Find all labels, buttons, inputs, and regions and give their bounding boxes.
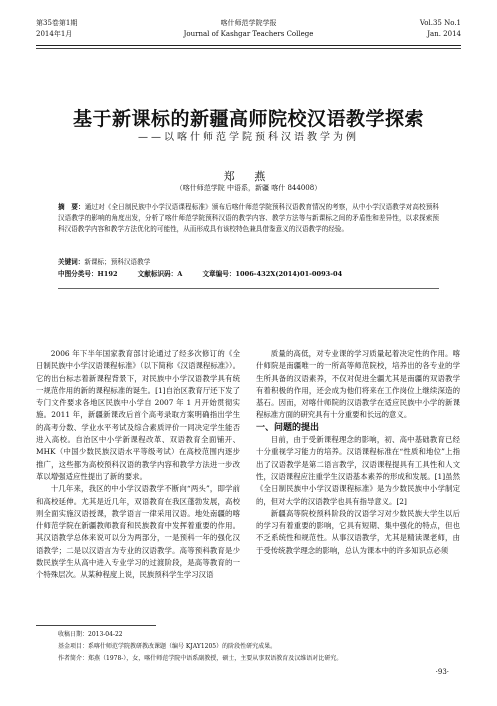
footnote-fund: 基金项目：系喀什师范学院教研教改课题（编号 KJAY1205）的阶段性研究成果。	[58, 643, 277, 650]
article-number: 文章编号：1006-432X(2014)01-0093-04	[202, 270, 343, 278]
header-journal-cn: 喀什师范学院学报	[220, 19, 277, 27]
header-rule-thin	[36, 48, 461, 49]
paragraph: 新疆高等院校预科阶段的汉语学习对少数民族大学生以后的学习有着重要的影响，它具有短期、集中强化的特点，但也不乏系统性和规范性。从事汉语教学，尤其是精读课老师，由于受传统教学理念的影响，总认为课本中的许多知识点必须	[256, 508, 460, 555]
abstract	[58, 202, 439, 235]
article-subtitle: ——以喀什师范学院预科汉语教学为例	[138, 132, 359, 143]
header-date-en: Jan. 2014	[427, 30, 461, 38]
abstract-text: 通过对《全日制民族中小学汉语课程标准》颁布后喀什师范学院预科汉语教育情况的考察，从中小学汉语教学对高校预科汉语教学的影响的角度出发，分析了喀什师范学院预科汉语的教学内容、教学方法等与新课标之间的矛盾性和差异性，以求探索预科汉语教学内容和教学方法优化的可能性，从而形成具有该校特色兼具借鉴意义的汉语教学的经验。	[58, 203, 440, 233]
keywords-text: 新课标；预科汉语教学	[84, 258, 151, 266]
header-rule	[36, 45, 461, 46]
author-name: 郑 燕	[223, 170, 274, 183]
abstract-separator	[58, 288, 439, 289]
paragraph: 2006 年下半年国家教育部讨论通过了经多次修订的《全日制民族中小学汉语课程标准》（以下简称《汉语课程标准》）。它的出台标志着新课程背景下，对民族中小学汉语教学具有统一规范作用的新的课程标准的诞生。[1]自治区教育厅还下发了专门文件要求各地区民族中小学自 2007 年 1 月开始贯彻实施。2011 年，新疆新课改后首个高考录取方案明确指出学生的高考分数、学业水平考试及综合素质评价一同决定学生能否进入高校。自治区中小学新课程改革、双语教育全面铺开、MHK（中国少数民族汉语水平等级考试）在高校范围内逐步推广，这些都为高校预科汉语的教学内容和教学方法进一步改革以增强适应性提出了新的要求。	[36, 349, 240, 481]
author-affiliation: （喀什师范学院 中语系，新疆 喀什 844008）	[175, 184, 322, 192]
keywords	[58, 257, 439, 268]
footnote-rule	[36, 625, 156, 626]
left-column	[36, 348, 240, 582]
footnote-received: 收稿日期：2013-04-22	[58, 631, 123, 638]
abstract-label: 摘 要：	[58, 203, 85, 211]
article-title: 基于新课标的新疆高师院校汉语教学探索	[72, 108, 424, 130]
header-volume-en: Vol.35 No.1	[419, 19, 461, 27]
header-journal-en: Journal of Kashgar Teachers College	[183, 30, 314, 38]
header-date-cn: 2014年1月	[36, 30, 73, 38]
page-number: ·93·	[435, 668, 449, 676]
header-volume-cn: 第35卷第1期	[36, 19, 78, 27]
section-heading: 一、问题的提出	[256, 422, 320, 433]
classification-line	[58, 269, 439, 280]
document-code: 文献标识码：A	[137, 270, 183, 278]
paragraph: 质量的高低，对专业课的学习质量起着决定性的作用。喀什师院是南疆唯一的一所高等师范院校，培养出的各专业的学生所具备的汉语素养，不仅对促进全疆尤其是南疆的双语教学有着积极的作用，还会成为他们将来在工作岗位上继续深造的基石。因而，对喀什师院的汉语教学在适应民族中小学的新课程标准方面的研究具有十分重要和长远的意义。	[256, 349, 460, 420]
footnote-author-bio: 作者简介：郑燕（1978-），女，喀什师范学院中语系副教授，硕士，主要从事双语教育及汉维语对比研究。	[58, 655, 343, 662]
paragraph: 十几年来，我区的中小学汉语教学不断向“两头”，即学前和高校延伸。尤其是近几年，双语教育在我区蓬勃发展，高校则全面实施汉语授课，教学语言一律采用汉语。地处南疆的喀什师范学院在新疆教师教育和民族教育中发挥着重要的作用。其汉语教学总体来说可以分为两部分，一是预科一年的强化汉语教学；二是以汉语言为专业的汉语教学。高等预科教育是少数民族学生从高中进入专业学习的过渡阶段，是高等教育的一个特殊层次。从某种程度上说，民族预科学生学习汉语	[36, 484, 240, 580]
class-number: 中图分类号：H192	[58, 270, 118, 278]
paragraph: 目前，由于受新课程理念的影响，初、高中基础教育已经十分重视学习能力的培养。汉语课程标准在“性质和地位”上指出了汉语教学是第二语言教学，汉语课程提具有工具性和人文性，汉语课程应注重学生汉语基本素养的形成和发展。[1]虽然《全日制民族中小学汉语课程标准》是为少数民族中小学制定的，但对大学的汉语教学也具有指导意义。[2]	[256, 435, 460, 506]
keywords-label: 关键词：	[58, 258, 85, 266]
right-column	[256, 348, 460, 557]
